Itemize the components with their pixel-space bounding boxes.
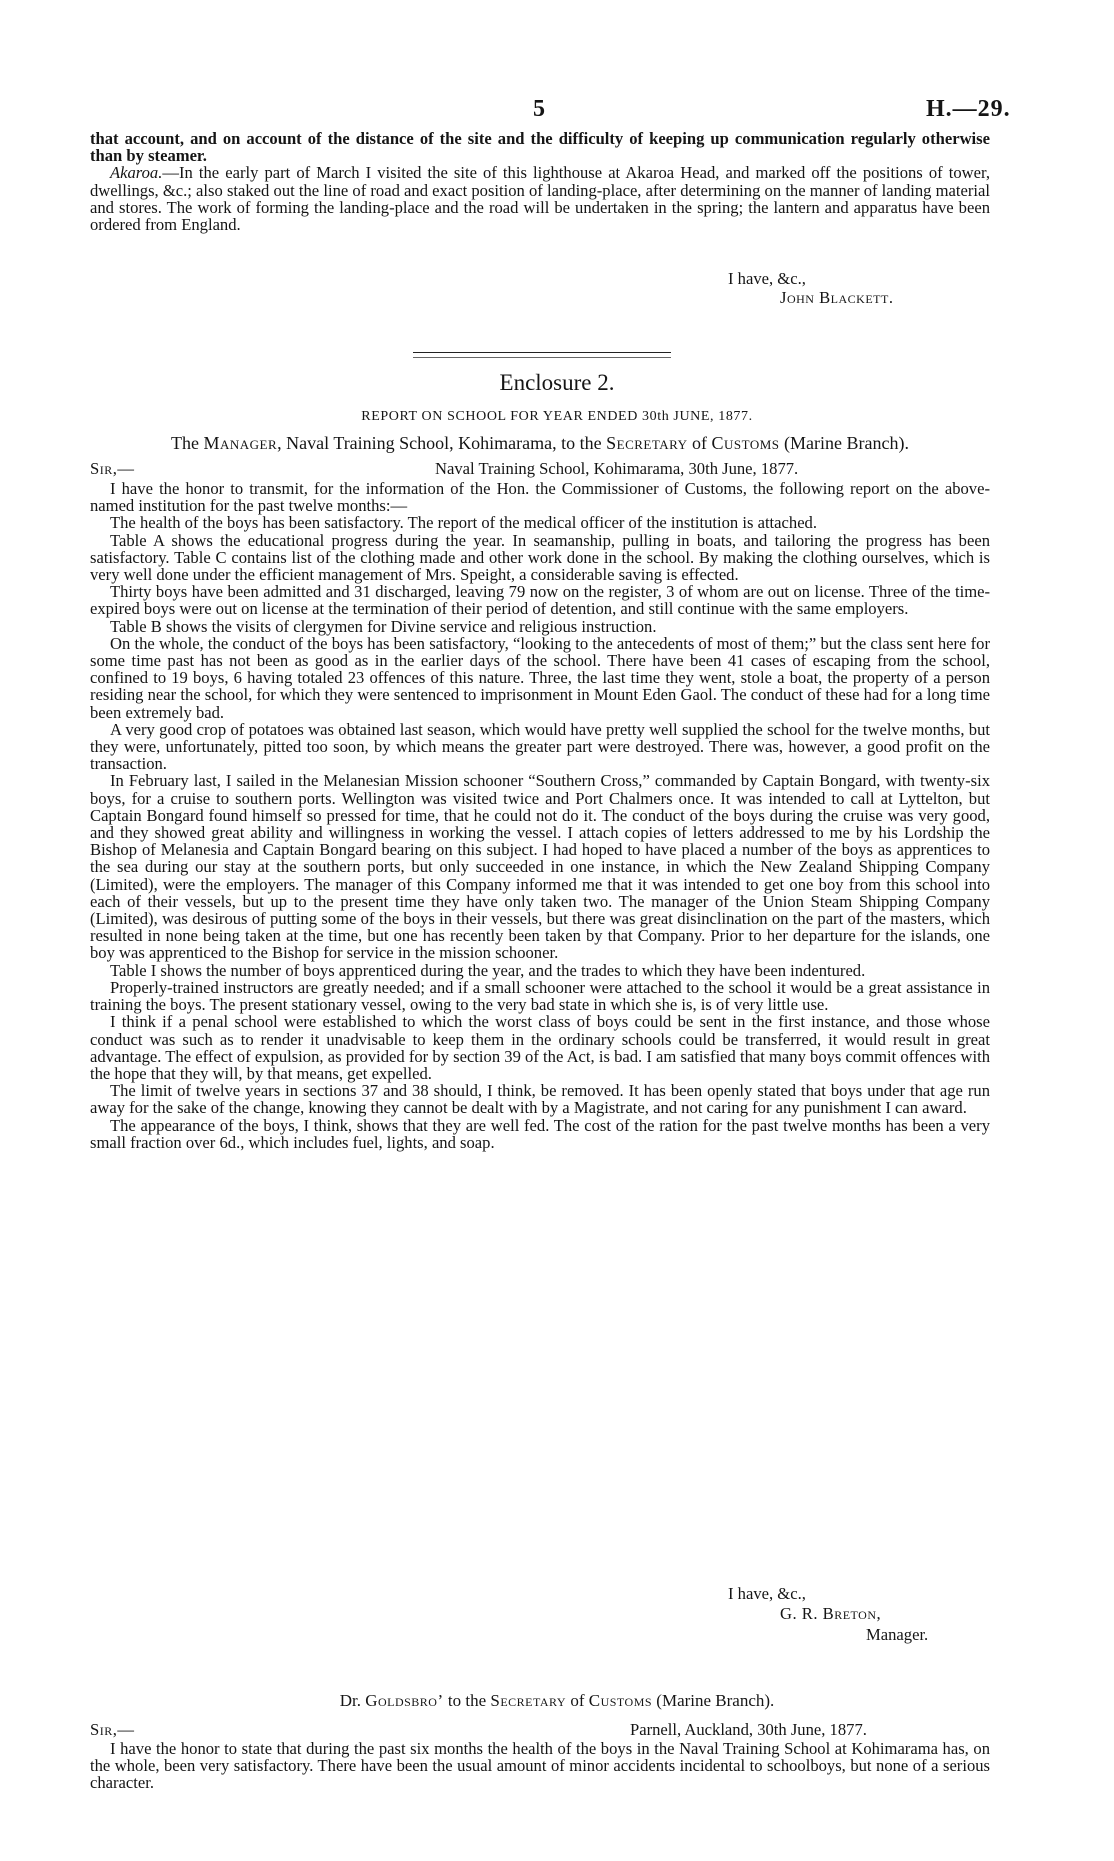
from-to-line bbox=[90, 433, 990, 454]
from-to-middle: , Naval Training School, Kohimarama, to the bbox=[277, 433, 602, 453]
address-date: Naval Training School, Kohimarama, 30th June, 1877. bbox=[435, 459, 799, 478]
second-letter-body bbox=[90, 1740, 990, 1792]
section-divider-shadow bbox=[413, 357, 671, 358]
report-paragraph: Table B shows the visits of clergymen for Divine service and religious instruction. bbox=[110, 616, 657, 636]
report-paragraph: Properly-trained instructors are greatly needed; and if a small schooner were attached to the school it would be a great assistance in training the boys. The present stationary vessel, owing to the very bad state in which she is, is of very little use. bbox=[90, 977, 990, 1015]
report-paragraph: I think if a penal school were established to which the worst class of boys could be sent in the first instance, and those whose conduct was such as to render it unadvisable to keep them in the ordinary schools could be transferred, it would result in great advantage. The effect of expulsion, as provided for by section 39 of the Act, is bad. I am satisfied that many boys commit offences with the hope that they will, by that means, get expelled. bbox=[90, 1012, 990, 1083]
section-divider bbox=[413, 352, 671, 353]
report-paragraph: The limit of twelve years in sections 37 and 38 should, I think, be removed. It has been openly stated that boys under that age run away for the sake of the change, knowing they cannot be dealt with by a Magistrate, and not caring for any punishment I can award. bbox=[90, 1081, 990, 1118]
akaroa-text: —In the early part of March I visited the site of this lighthouse at Akaroa Head, and marked off the positions of tower, dwellings, &c.; also staked out the line of road and exact position of landing-place, after determining on the manner of landing material and stores. The work of forming the landing-place and the road will be undertaken in the spring; the lantern and apparatus have been ordered from England. bbox=[90, 163, 990, 235]
second-from-prefix: Dr. bbox=[339, 1691, 361, 1710]
page-number: 5 bbox=[533, 96, 545, 122]
report-paragraph: In February last, I sailed in the Melanesian Mission schooner “Southern Cross,” commanded by Captain Bongard, with twenty-six boys, for a cruise to southern ports. Wellington was visited twice and Port Chalmers once. It was intended to call at Lyttelton, but Captain Bongard found himself so pressed for time, that he could not do it. The conduct of the boys during the cruise was very good, and they showed great ability and willingness in working the vessel. I attach copies of letters addressed to me by his Lordship the Bishop of Melanesia and Captain Bongard bearing on this subject. I had hoped to have placed a number of the boys as apprentices to the sea during our stay at the southern ports, but only succeeded in one instance, in which the New Zealand Shipping Company (Limited), were the employers. The manager of this Company informed me that it was intended to get one boy from this school into each of their vessels, but up to the present time they have only taken two. The manager of the Union Steam Shipping Company (Limited), was desirous of putting some of the boys in their vessels, but there was great disinclination on the part of the masters, which resulted in none being taken at the time, but one has recently been taken by that Company. Prior to her departure for the islands, one boy was apprenticed to the Bishop for service in the mission schooner. bbox=[90, 771, 990, 963]
salutation: Sir,— bbox=[90, 459, 135, 478]
opening-paragraph: that account, and on account of the distance of the site and the difficulty of keeping up communication regularly otherwise than by steamer. bbox=[90, 129, 990, 166]
second-from-of: of bbox=[570, 1691, 585, 1710]
second-from-middle: to the bbox=[447, 1691, 487, 1710]
report-closing: I have, &c., bbox=[728, 1584, 806, 1603]
second-address-date: Parnell, Auckland, 30th June, 1877. bbox=[630, 1720, 867, 1739]
second-to-role: Secretary bbox=[490, 1691, 567, 1710]
akaroa-paragraph bbox=[90, 164, 990, 233]
from-role: Manager bbox=[203, 433, 278, 453]
second-letter-paragraph: I have the honor to state that during the past six months the health of the boys in the Naval Training School at Kohimarama has, on the whole, been very satisfactory. There have been the usual amount of minor accidents incidental to schoolboys, but none of a serious character. bbox=[90, 1739, 990, 1793]
report-paragraph: Table A shows the educational progress during the year. In seamanship, pulling in boats, and tailoring the progress has been satisfactory. Table C contains list of the clothing made and other work done in the school. By making the clothing ourselves, which is very well done under the efficient management of Mrs. Speight, a considerable saving is effected. bbox=[90, 530, 990, 585]
second-from-name: Goldsbro’ bbox=[365, 1691, 444, 1710]
report-paragraph: A very good crop of potatoes was obtained last season, which would have pretty well supplied the school for the twelve months, but they were, unfortunately, pitted too soon, by which means the greater part were destroyed. There was, however, a good profit on the transaction. bbox=[90, 719, 990, 774]
from-to-of: of bbox=[692, 433, 708, 453]
second-from-suffix: (Marine Branch). bbox=[656, 1691, 775, 1710]
second-letter-from-to bbox=[0, 1691, 1114, 1711]
enclosure-heading: Enclosure 2. bbox=[499, 370, 615, 395]
report-paragraph: The health of the boys has been satisfactory. The report of the medical officer of the institution is attached. bbox=[110, 513, 818, 533]
report-paragraph: Table I shows the number of boys apprenticed during the year, and the trades to which they have been indentured. bbox=[110, 960, 866, 980]
from-to-prefix: The bbox=[171, 433, 199, 453]
second-salutation: Sir,— bbox=[90, 1720, 135, 1739]
second-to-dept: Customs bbox=[588, 1691, 653, 1710]
report-signature: G. R. Breton, bbox=[780, 1604, 882, 1623]
to-role: Secretary bbox=[606, 433, 688, 453]
report-signatory-title: Manager. bbox=[866, 1625, 929, 1644]
top-closing: I have, &c., bbox=[728, 269, 806, 288]
report-title: REPORT ON SCHOOL FOR YEAR ENDED 30th JUNE, 1877. bbox=[361, 409, 753, 424]
report-paragraph: I have the honor to transmit, for the information of the Hon. the Commissioner of Customs, the following report on the above-named institution for the past twelve months:— bbox=[90, 479, 990, 516]
report-paragraph: Thirty boys have been admitted and 31 discharged, leaving 79 now on the register, 3 of whom are out on license. Three of the time-expired boys were out on license at the termination of their period of detention, and still continue with the same employers. bbox=[90, 582, 990, 619]
akaroa-label: Akaroa. bbox=[110, 163, 163, 183]
report-paragraph: On the whole, the conduct of the boys has been satisfactory, “looking to the antecedents of most of them;” but the class sent here for some time past has not been as good as in the earlier days of the school. There have been 41 cases of escaping from the school, confined to 19 boys, 6 having totaled 23 offences of this nature. Three, the last time they went, stole a boat, the property of a person residing near the school, for which they were sentenced to imprisonment in Mount Eden Gaol. The conduct of these had for a long time been extremely bad. bbox=[90, 633, 990, 722]
to-dept: Customs bbox=[711, 433, 780, 453]
report-paragraph: The appearance of the boys, I think, shows that they are well fed. The cost of the ration for the past twelve months has been a very small fraction over 6d., which includes fuel, lights, and soap. bbox=[90, 1115, 990, 1152]
document-code: H.—29. bbox=[926, 96, 1011, 122]
from-to-suffix: (Marine Branch). bbox=[784, 433, 909, 453]
top-signature: John Blackett. bbox=[780, 288, 894, 307]
top-section bbox=[90, 130, 990, 233]
report-body bbox=[90, 480, 990, 1151]
